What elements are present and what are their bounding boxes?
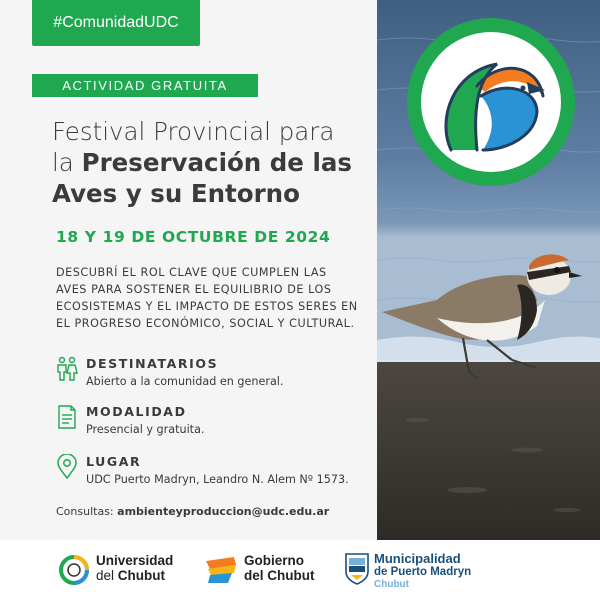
gobierno-name	[244, 553, 315, 583]
title-line-2-prefix: la	[52, 148, 82, 177]
title-line-2	[52, 147, 372, 178]
info-value: Abierto a la comunidad en general.	[86, 375, 284, 388]
udc-line-2	[96, 568, 173, 583]
document-icon	[56, 404, 78, 430]
description-line: DESCUBRÍ EL ROL CLAVE QUE CUMPLEN LAS	[56, 266, 327, 279]
info-value: Presencial y gratuita.	[86, 423, 205, 436]
title-line-3	[52, 178, 372, 209]
municipalidad-line-3: Chubut	[374, 579, 409, 590]
municipalidad-line-1: Municipalidad	[374, 551, 461, 566]
title-line-1: Festival Provincial para	[52, 117, 335, 146]
udc-line-2-thin: del	[96, 568, 118, 583]
bird-photo	[377, 0, 600, 540]
title-line-3-bold: Aves y su Entorno	[52, 179, 300, 208]
info-label: LUGAR	[86, 454, 142, 469]
chubut-map-icon	[204, 555, 238, 585]
description-line: EL PROGRESO ECONÓMICO, SOCIAL Y CULTURAL.	[56, 317, 355, 330]
event-date: 18 Y 19 DE OCTUBRE DE 2024	[56, 228, 331, 246]
footer-logos	[0, 540, 600, 600]
gobierno-chubut-logo	[204, 552, 324, 588]
udc-line-1: Universidad	[96, 553, 174, 568]
description-line: AVES PARA SOSTENER EL EQUILIBRIO DE LOS	[56, 283, 332, 296]
event-description	[56, 264, 366, 332]
contact-line	[56, 505, 329, 518]
title-line-2-bold: Preservación de las	[81, 148, 352, 177]
udc-logo	[58, 552, 188, 588]
free-activity-badge: ACTIVIDAD GRATUITA	[32, 74, 258, 97]
people-icon	[56, 356, 78, 382]
info-value: UDC Puerto Madryn, Leandro N. Alem Nº 1573.	[86, 473, 349, 486]
info-label: DESTINATARIOS	[86, 356, 219, 371]
info-label: MODALIDAD	[86, 404, 187, 419]
event-title	[52, 116, 372, 209]
description-line: ECOSISTEMAS Y EL IMPACTO DE ESTOS SERES EN	[56, 300, 358, 313]
udc-name	[96, 553, 173, 583]
udc-line-2-bold: Chubut	[117, 568, 166, 583]
municipalidad-line-2: de Puerto Madryn	[374, 566, 472, 578]
udc-ring-icon	[58, 554, 90, 586]
location-pin-icon	[56, 454, 78, 480]
municipalidad-name	[374, 552, 471, 590]
gobierno-line-1: Gobierno	[244, 553, 304, 568]
contact-label: Consultas:	[56, 505, 114, 518]
gobierno-line-2: del Chubut	[244, 568, 315, 583]
hashtag-label: #ComunidadUDC	[32, 0, 200, 46]
contact-email[interactable]: ambienteyproduccion@udc.edu.ar	[117, 505, 330, 518]
festival-bird-logo	[407, 18, 575, 186]
city-shield-icon	[344, 552, 370, 586]
municipalidad-logo	[344, 552, 504, 588]
wet-sand	[377, 362, 600, 540]
